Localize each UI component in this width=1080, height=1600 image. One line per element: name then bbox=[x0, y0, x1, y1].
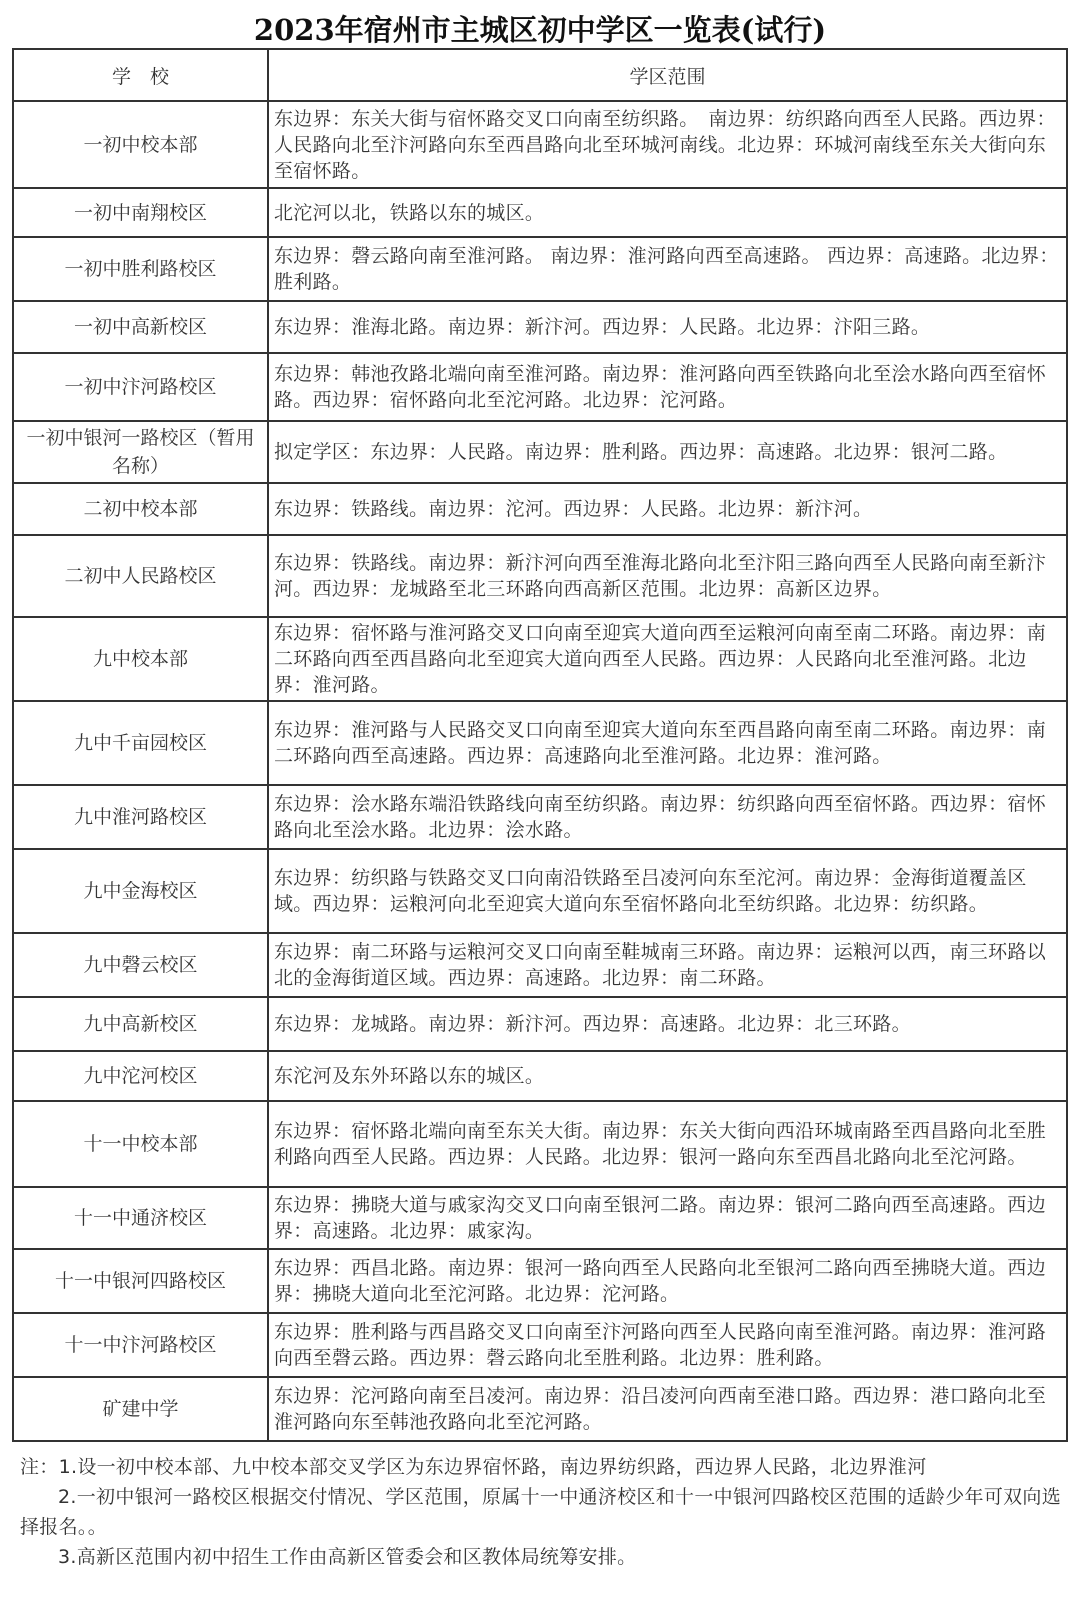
school-name: 十一中汴河路校区 bbox=[13, 1313, 268, 1377]
district-range: 东边界：东关大街与宿怀路交叉口向南至纺织路。 南边界：纺织路向西至人民路。西边界：人民路向北至汴河路向东至西昌路向北至环城河南线。北边界：环城河南线至东关大街向东至宿怀路。 bbox=[268, 101, 1067, 188]
school-name: 一初中胜利路校区 bbox=[13, 237, 268, 301]
table-row bbox=[13, 353, 1067, 421]
table-header-row bbox=[13, 49, 1067, 101]
district-range: 东边界：沱河路向南至吕凌河。南边界：沿吕凌河向西南至港口路。西边界：港口路向北至淮河路向东至韩池孜路向北至沱河路。 bbox=[268, 1377, 1067, 1441]
district-range: 东边界：南二环路与运粮河交叉口向南至鞋城南三环路。南边界：运粮河以西，南三环路以北的金海街道区域。西边界：高速路。北边界：南二环路。 bbox=[268, 933, 1067, 997]
school-name: 矿建中学 bbox=[13, 1377, 268, 1441]
notes bbox=[20, 1452, 1065, 1572]
table-row bbox=[13, 101, 1067, 188]
district-range: 东边界：西昌北路。南边界：银河一路向西至人民路向北至银河二路向西至拂晓大道。西边界：拂晓大道向北至沱河路。北边界：沱河路。 bbox=[268, 1249, 1067, 1313]
school-name: 九中校本部 bbox=[13, 617, 268, 701]
district-range: 东边界：韩池孜路北端向南至淮河路。南边界：淮河路向西至铁路向北至浍水路向西至宿怀路。西边界：宿怀路向北至沱河路。北边界：沱河路。 bbox=[268, 353, 1067, 421]
school-name: 九中高新校区 bbox=[13, 997, 268, 1051]
table-row bbox=[13, 849, 1067, 933]
district-range: 东边界：淮河路与人民路交叉口向南至迎宾大道向东至西昌路向南至南二环路。南边界：南二环路向西至高速路。西边界：高速路向北至淮河路。北边界：淮河路。 bbox=[268, 701, 1067, 785]
school-name: 九中金海校区 bbox=[13, 849, 268, 933]
district-range: 东边界：浍水路东端沿铁路线向南至纺织路。南边界：纺织路向西至宿怀路。西边界：宿怀路向北至浍水路。北边界：浍水路。 bbox=[268, 785, 1067, 849]
school-district-table bbox=[12, 48, 1068, 1442]
table-row bbox=[13, 933, 1067, 997]
district-range: 东边界：宿怀路北端向南至东关大街。南边界：东关大街向西沿环城南路至西昌路向北至胜利路向西至人民路。西边界：人民路。北边界：银河一路向东至西昌北路向北至沱河路。 bbox=[268, 1101, 1067, 1187]
table-row bbox=[13, 535, 1067, 617]
district-range: 东边界：胜利路与西昌路交叉口向南至汴河路向西至人民路向南至淮河路。南边界：淮河路向西至磬云路。西边界：磬云路向北至胜利路。北边界：胜利路。 bbox=[268, 1313, 1067, 1377]
column-header-district-range: 学区范围 bbox=[268, 49, 1067, 101]
school-name: 一初中校本部 bbox=[13, 101, 268, 188]
school-name: 九中磬云校区 bbox=[13, 933, 268, 997]
school-name: 十一中通济校区 bbox=[13, 1187, 268, 1249]
school-name: 二初中人民路校区 bbox=[13, 535, 268, 617]
district-range: 东边界：纺织路与铁路交叉口向南沿铁路至吕凌河向东至沱河。南边界：金海街道覆盖区域。西边界：运粮河向北至迎宾大道向东至宿怀路向北至纺织路。北边界：纺织路。 bbox=[268, 849, 1067, 933]
table-row bbox=[13, 701, 1067, 785]
school-name: 一初中银河一路校区（暂用名称） bbox=[13, 421, 268, 483]
table-row bbox=[13, 1313, 1067, 1377]
table-row bbox=[13, 1377, 1067, 1441]
district-range: 东边界：铁路线。南边界：沱河。西边界：人民路。北边界：新汴河。 bbox=[268, 483, 1067, 535]
district-range: 东边界：龙城路。南边界：新汴河。西边界：高速路。北边界：北三环路。 bbox=[268, 997, 1067, 1051]
school-name: 一初中南翔校区 bbox=[13, 188, 268, 237]
table-row bbox=[13, 301, 1067, 353]
table-row bbox=[13, 421, 1067, 483]
district-range: 东边界：拂晓大道与戚家沟交叉口向南至银河二路。南边界：银河二路向西至高速路。西边界：高速路。北边界：戚家沟。 bbox=[268, 1187, 1067, 1249]
table-row bbox=[13, 785, 1067, 849]
school-name: 十一中银河四路校区 bbox=[13, 1249, 268, 1313]
district-range: 东边界：铁路线。南边界：新汴河向西至淮海北路向北至汴阳三路向西至人民路向南至新汴河。西边界：龙城路至北三环路向西高新区范围。北边界：高新区边界。 bbox=[268, 535, 1067, 617]
note-1: 注：1.设一初中校本部、九中校本部交叉学区为东边界宿怀路，南边界纺织路，西边界人民路，北边界淮河 bbox=[20, 1456, 927, 1478]
table-row bbox=[13, 1051, 1067, 1101]
school-name: 一初中高新校区 bbox=[13, 301, 268, 353]
district-range: 东边界：宿怀路与淮河路交叉口向南至迎宾大道向西至运粮河向南至南二环路。南边界：南二环路向西至西昌路向北至迎宾大道向西至人民路。西边界：人民路向北至淮河路。北边界：淮河路。 bbox=[268, 617, 1067, 701]
column-header-school: 学 校 bbox=[13, 49, 268, 101]
school-name: 一初中汴河路校区 bbox=[13, 353, 268, 421]
table-row bbox=[13, 1101, 1067, 1187]
school-name: 十一中校本部 bbox=[13, 1101, 268, 1187]
district-range: 东沱河及东外环路以东的城区。 bbox=[268, 1051, 1067, 1101]
table-row bbox=[13, 617, 1067, 701]
table-row bbox=[13, 1187, 1067, 1249]
table-row bbox=[13, 1249, 1067, 1313]
table-row bbox=[13, 483, 1067, 535]
document-title: 2023年宿州市主城区初中学区一览表(试行) bbox=[253, 13, 827, 47]
school-name: 九中淮河路校区 bbox=[13, 785, 268, 849]
school-name: 九中千亩园校区 bbox=[13, 701, 268, 785]
table-row bbox=[13, 188, 1067, 237]
note-3: 3.高新区范围内初中招生工作由高新区管委会和区教体局统筹安排。 bbox=[58, 1546, 637, 1568]
note-2: 2.一初中银河一路校区根据交付情况、学区范围，原属十一中通济校区和十一中银河四路校区范围的适龄少年可双向选择报名。。 bbox=[20, 1486, 1062, 1538]
table-row bbox=[13, 997, 1067, 1051]
district-range: 东边界：淮海北路。南边界：新汴河。西边界：人民路。北边界：汴阳三路。 bbox=[268, 301, 1067, 353]
table-row bbox=[13, 237, 1067, 301]
district-range: 拟定学区：东边界：人民路。南边界：胜利路。西边界：高速路。北边界：银河二路。 bbox=[268, 421, 1067, 483]
district-range: 东边界：磬云路向南至淮河路。 南边界：淮河路向西至高速路。 西边界：高速路。北边界：胜利路。 bbox=[268, 237, 1067, 301]
school-name: 二初中校本部 bbox=[13, 483, 268, 535]
district-range: 北沱河以北，铁路以东的城区。 bbox=[268, 188, 1067, 237]
school-name: 九中沱河校区 bbox=[13, 1051, 268, 1101]
